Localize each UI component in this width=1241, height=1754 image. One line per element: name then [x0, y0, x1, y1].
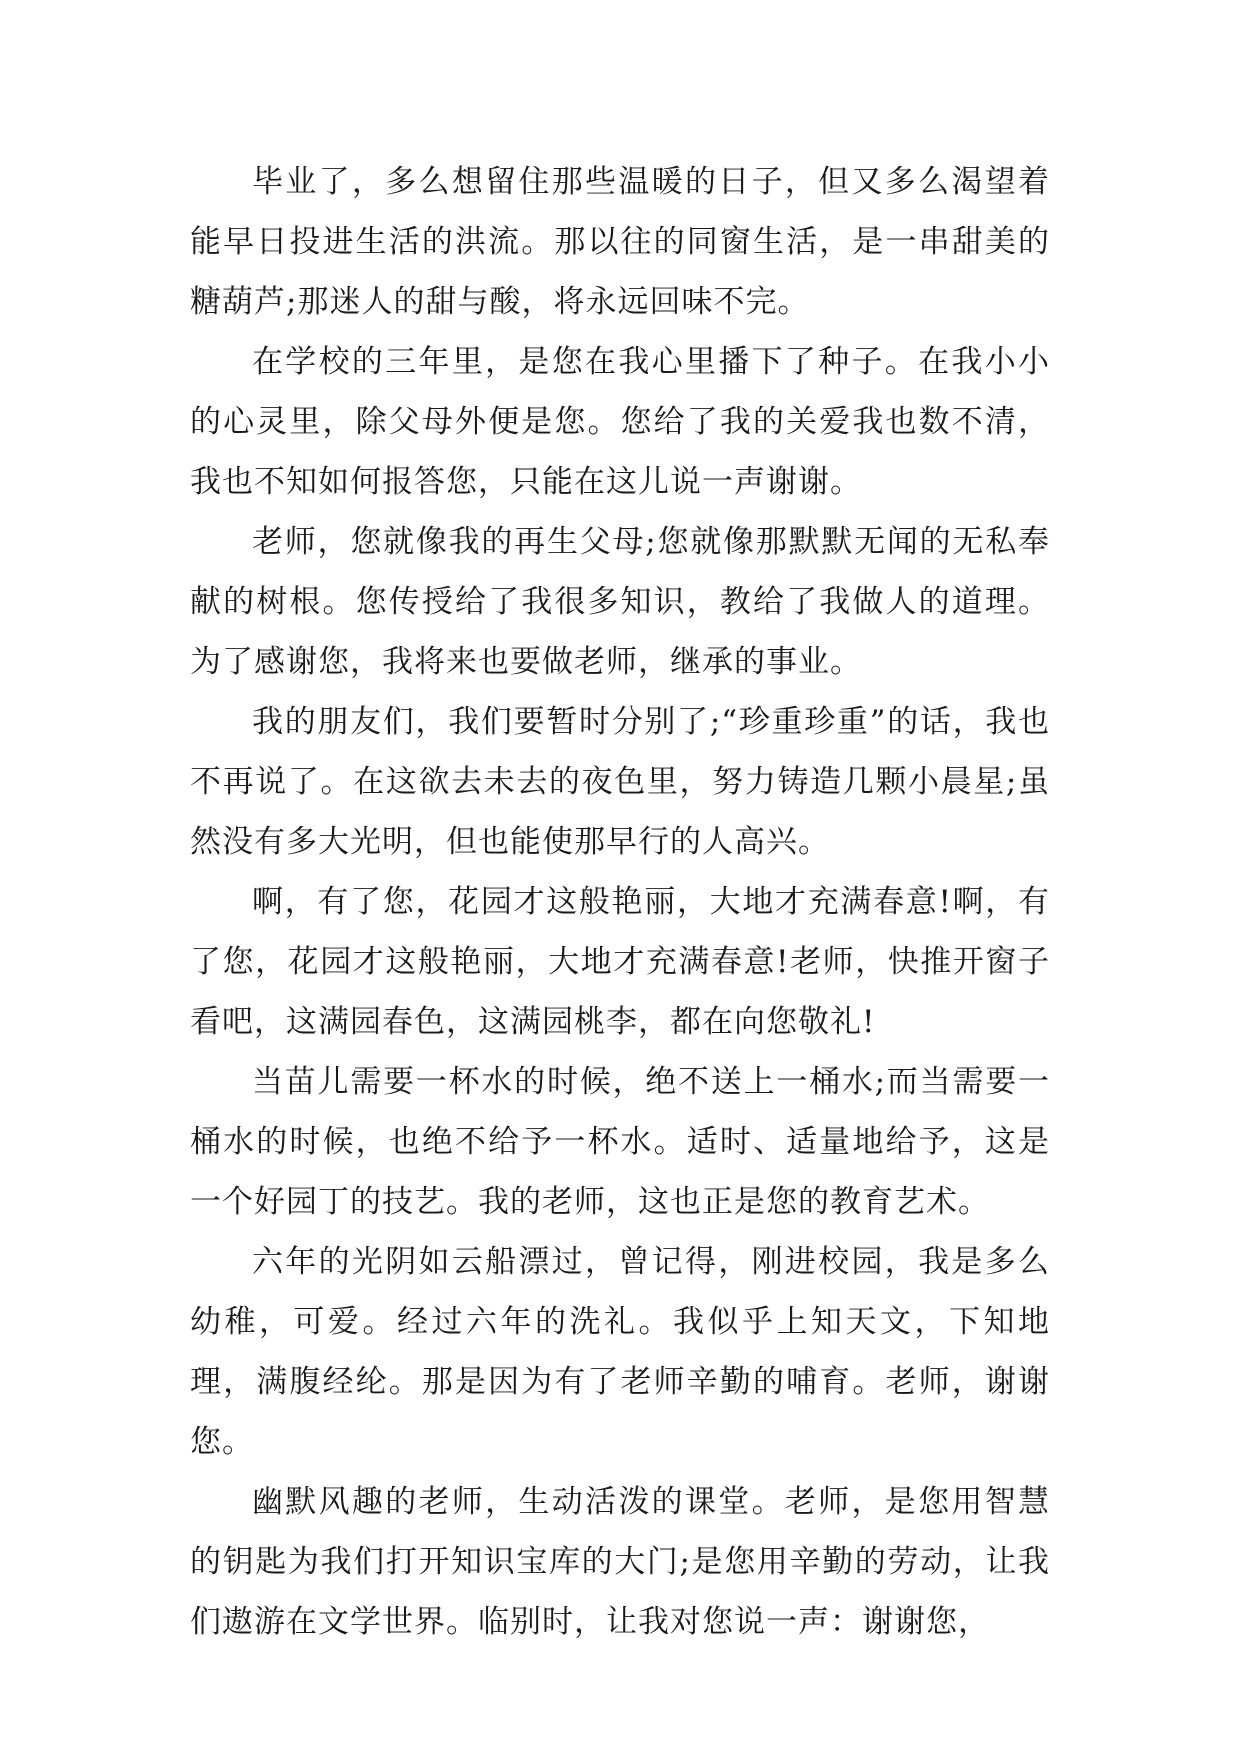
paragraph: 我的朋友们，我们要暂时分别了;“珍重珍重”的话，我也不再说了。在这欲去未去的夜色里，努力铸造几颗小晨星;虽然没有多大光明，但也能使那早行的人高兴。 — [190, 704, 1050, 860]
paragraph: 毕业了，多么想留住那些温暖的日子，但又多么渴望着能早日投进生活的洪流。那以往的同窗生活，是一串甜美的糖葫芦;那迷人的甜与酸，将永远回味不完。 — [190, 164, 1050, 320]
paragraph: 在学校的三年里，是您在我心里播下了种子。在我小小的心灵里，除父母外便是您。您给了我的关爱我也数不清，我也不知如何报答您，只能在这儿说一声谢谢。 — [190, 344, 1050, 500]
paragraph: 老师，您就像我的再生父母;您就像那默默无闻的无私奉献的树根。您传授给了我很多知识，教给了我做人的道理。为了感谢您，我将来也要做老师，继承的事业。 — [190, 524, 1050, 680]
paragraph: 幽默风趣的老师，生动活泼的课堂。老师，是您用智慧的钥匙为我们打开知识宝库的大门;是您用辛勤的劳动，让我们遨游在文学世界。临别时，让我对您说一声：谢谢您， — [190, 1484, 1050, 1640]
document-body — [190, 152, 1050, 1652]
paragraph: 当苗儿需要一杯水的时候，绝不送上一桶水;而当需要一桶水的时候，也绝不给予一杯水。适时、适量地给予，这是一个好园丁的技艺。我的老师，这也正是您的教育艺术。 — [190, 1064, 1050, 1220]
paragraph: 六年的光阴如云船漂过，曾记得，刚进校园，我是多么幼稚，可爱。经过六年的洗礼。我似乎上知天文，下知地理，满腹经纶。那是因为有了老师辛勤的哺育。老师，谢谢您。 — [190, 1244, 1050, 1460]
paragraph: 啊，有了您，花园才这般艳丽，大地才充满春意!啊，有了您，花园才这般艳丽，大地才充满春意!老师，快推开窗子看吧，这满园春色，这满园桃李，都在向您敬礼! — [190, 884, 1050, 1040]
